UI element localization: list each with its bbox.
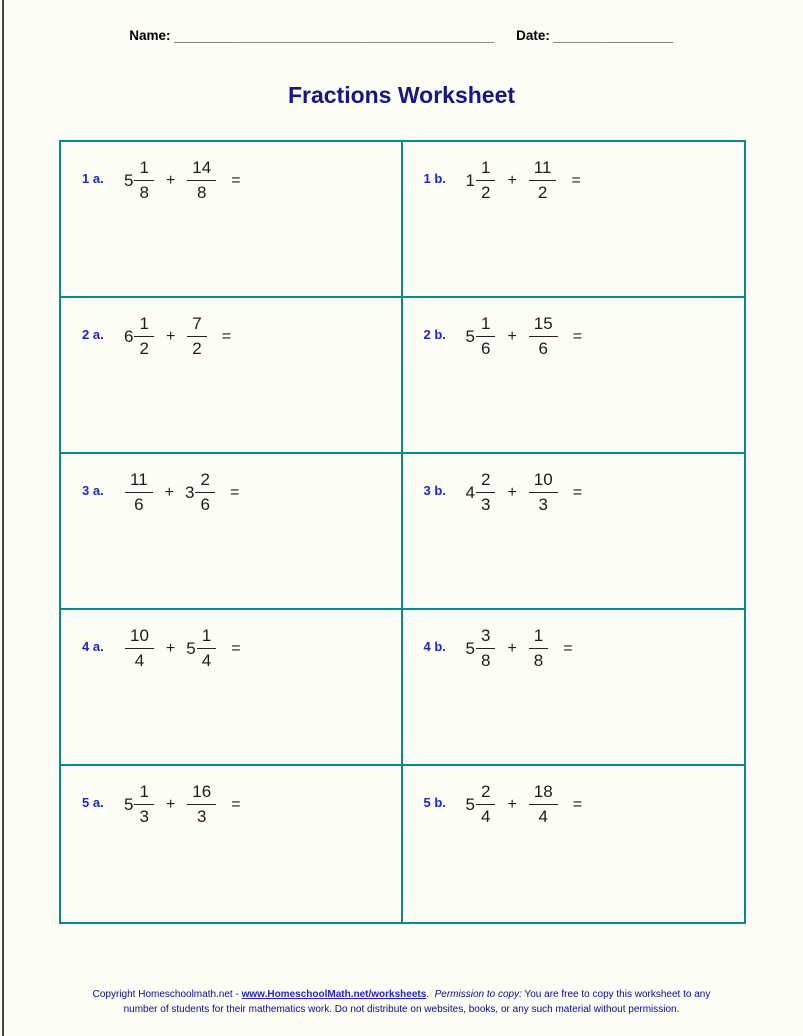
fraction [529, 315, 558, 358]
plus-operator: + [507, 795, 517, 813]
fraction [529, 159, 557, 202]
problem-cell-2a [61, 298, 403, 454]
permission-to-copy-label: Permission to copy: [434, 989, 522, 1000]
problem-cell-5a [61, 766, 403, 922]
whole-number: 6 [124, 327, 134, 347]
denominator: 6 [538, 338, 548, 358]
denominator: 3 [480, 494, 491, 514]
copyright-footer [0, 988, 803, 1017]
equals-sign: = [231, 639, 241, 657]
denominator: 8 [480, 650, 491, 670]
fraction [476, 471, 495, 514]
equals-sign: = [231, 795, 241, 813]
fraction [134, 315, 153, 358]
equals-sign: = [563, 639, 573, 657]
problem-cell-1a [61, 142, 403, 298]
problem-cell-4a [61, 610, 403, 766]
problem-label: 4 a. [82, 639, 104, 655]
problem-expression [466, 471, 583, 514]
whole-number: 5 [124, 795, 134, 815]
numerator: 15 [529, 315, 558, 337]
problem-label: 4 b. [423, 639, 446, 655]
whole-number: 5 [465, 327, 475, 347]
fraction [476, 627, 495, 670]
denominator: 2 [192, 338, 202, 358]
after-link-text: . [426, 989, 435, 1000]
page-left-edge [2, 0, 4, 1036]
problem-label: 3 b. [423, 483, 446, 499]
problem-label: 1 b. [423, 171, 446, 187]
problem-label: 5 a. [82, 795, 104, 811]
problem-cell-2b [403, 298, 745, 454]
problem-expression [466, 627, 573, 670]
name-date-header [0, 28, 803, 43]
fraction [476, 315, 495, 358]
problem-expression [124, 471, 239, 514]
whole-number: 5 [186, 639, 196, 659]
problem-expression [466, 315, 583, 358]
problem-cell-5b [403, 766, 745, 922]
numerator: 2 [476, 471, 495, 493]
plus-operator: + [165, 171, 176, 189]
plus-operator: + [507, 639, 517, 657]
whole-number: 5 [465, 639, 475, 659]
numerator: 11 [125, 471, 153, 493]
fraction [125, 627, 154, 670]
fraction [134, 159, 153, 202]
plus-operator: + [165, 795, 176, 813]
numerator: 16 [187, 783, 216, 805]
plus-operator: + [165, 639, 176, 657]
problem-expression [466, 159, 581, 202]
equals-sign: = [231, 171, 241, 189]
problem-label: 5 b. [423, 795, 446, 811]
fraction [134, 783, 153, 826]
problem-expression [124, 315, 231, 358]
denominator: 8 [139, 182, 149, 202]
equals-sign: = [572, 327, 583, 345]
denominator: 2 [537, 182, 548, 202]
fraction [195, 471, 214, 514]
date-blank-line: _______________ [553, 28, 674, 43]
denominator: 4 [134, 650, 145, 670]
copyright-text: Copyright Homeschoolmath.net - [92, 989, 242, 1000]
equals-sign: = [229, 483, 240, 501]
problem-cell-4b [403, 610, 745, 766]
date-label: Date: [516, 28, 550, 43]
fraction [529, 627, 548, 670]
denominator: 6 [134, 494, 144, 514]
problem-label: 2 b. [423, 327, 446, 343]
denominator: 2 [480, 182, 491, 202]
numerator: 14 [187, 159, 216, 181]
denominator: 6 [200, 494, 210, 514]
whole-number: 5 [124, 171, 134, 191]
denominator: 8 [197, 182, 207, 202]
equals-sign: = [572, 483, 583, 501]
numerator: 1 [529, 627, 548, 649]
numerator: 10 [529, 471, 558, 493]
fraction [529, 471, 558, 514]
numerator: 11 [529, 159, 557, 181]
name-label: Name: [129, 28, 171, 43]
plus-operator: + [507, 327, 517, 345]
footer-line2: number of students for their mathematics work. Do not distribute on websites, books, or any such material without permission. [123, 1003, 680, 1015]
fraction [187, 783, 216, 826]
numerator: 10 [125, 627, 154, 649]
problem-expression [124, 627, 241, 670]
denominator: 3 [139, 806, 149, 826]
problem-cell-1b [403, 142, 745, 298]
fraction [187, 159, 216, 202]
permission-text: You are free to copy this worksheet to any [521, 989, 711, 1000]
denominator: 4 [201, 650, 212, 670]
whole-number: 5 [465, 795, 475, 815]
denominator: 2 [139, 338, 149, 358]
fraction [476, 159, 495, 202]
denominator: 6 [480, 338, 491, 358]
problem-label: 3 a. [82, 483, 104, 499]
worksheet-table [59, 140, 746, 924]
numerator: 1 [134, 783, 153, 805]
fraction [125, 471, 153, 514]
name-blank-line: ________________________________________ [174, 28, 495, 43]
denominator: 4 [480, 806, 491, 826]
problem-expression [124, 783, 241, 826]
problem-label: 1 a. [82, 171, 104, 187]
equals-sign: = [571, 171, 581, 189]
denominator: 3 [538, 494, 548, 514]
numerator: 1 [476, 315, 495, 337]
denominator: 8 [533, 650, 544, 670]
equals-sign: = [572, 795, 583, 813]
numerator: 7 [187, 315, 206, 337]
plus-operator: + [507, 171, 517, 189]
numerator: 1 [476, 159, 495, 181]
numerator: 1 [134, 315, 153, 337]
plus-operator: + [164, 483, 174, 501]
numerator: 2 [476, 783, 495, 805]
problem-cell-3b [403, 454, 745, 610]
whole-number: 1 [465, 171, 475, 191]
numerator: 1 [197, 627, 216, 649]
fraction [187, 315, 206, 358]
whole-number: 3 [185, 483, 195, 503]
fraction [197, 627, 216, 670]
page-title: Fractions Worksheet [287, 82, 516, 108]
plus-operator: + [165, 327, 176, 345]
fraction [529, 783, 558, 826]
problem-expression [466, 783, 583, 826]
problem-cell-3a [61, 454, 403, 610]
worksheets-link[interactable]: www.HomeschoolMath.net/worksheets [241, 989, 427, 1000]
plus-operator: + [507, 483, 517, 501]
fraction [476, 783, 495, 826]
numerator: 1 [134, 159, 153, 181]
denominator: 4 [538, 806, 548, 826]
whole-number: 4 [465, 483, 475, 503]
numerator: 3 [476, 627, 495, 649]
denominator: 3 [197, 806, 207, 826]
equals-sign: = [221, 327, 232, 345]
numerator: 18 [529, 783, 558, 805]
problem-expression [124, 159, 241, 202]
numerator: 2 [195, 471, 214, 493]
problem-label: 2 a. [82, 327, 104, 343]
